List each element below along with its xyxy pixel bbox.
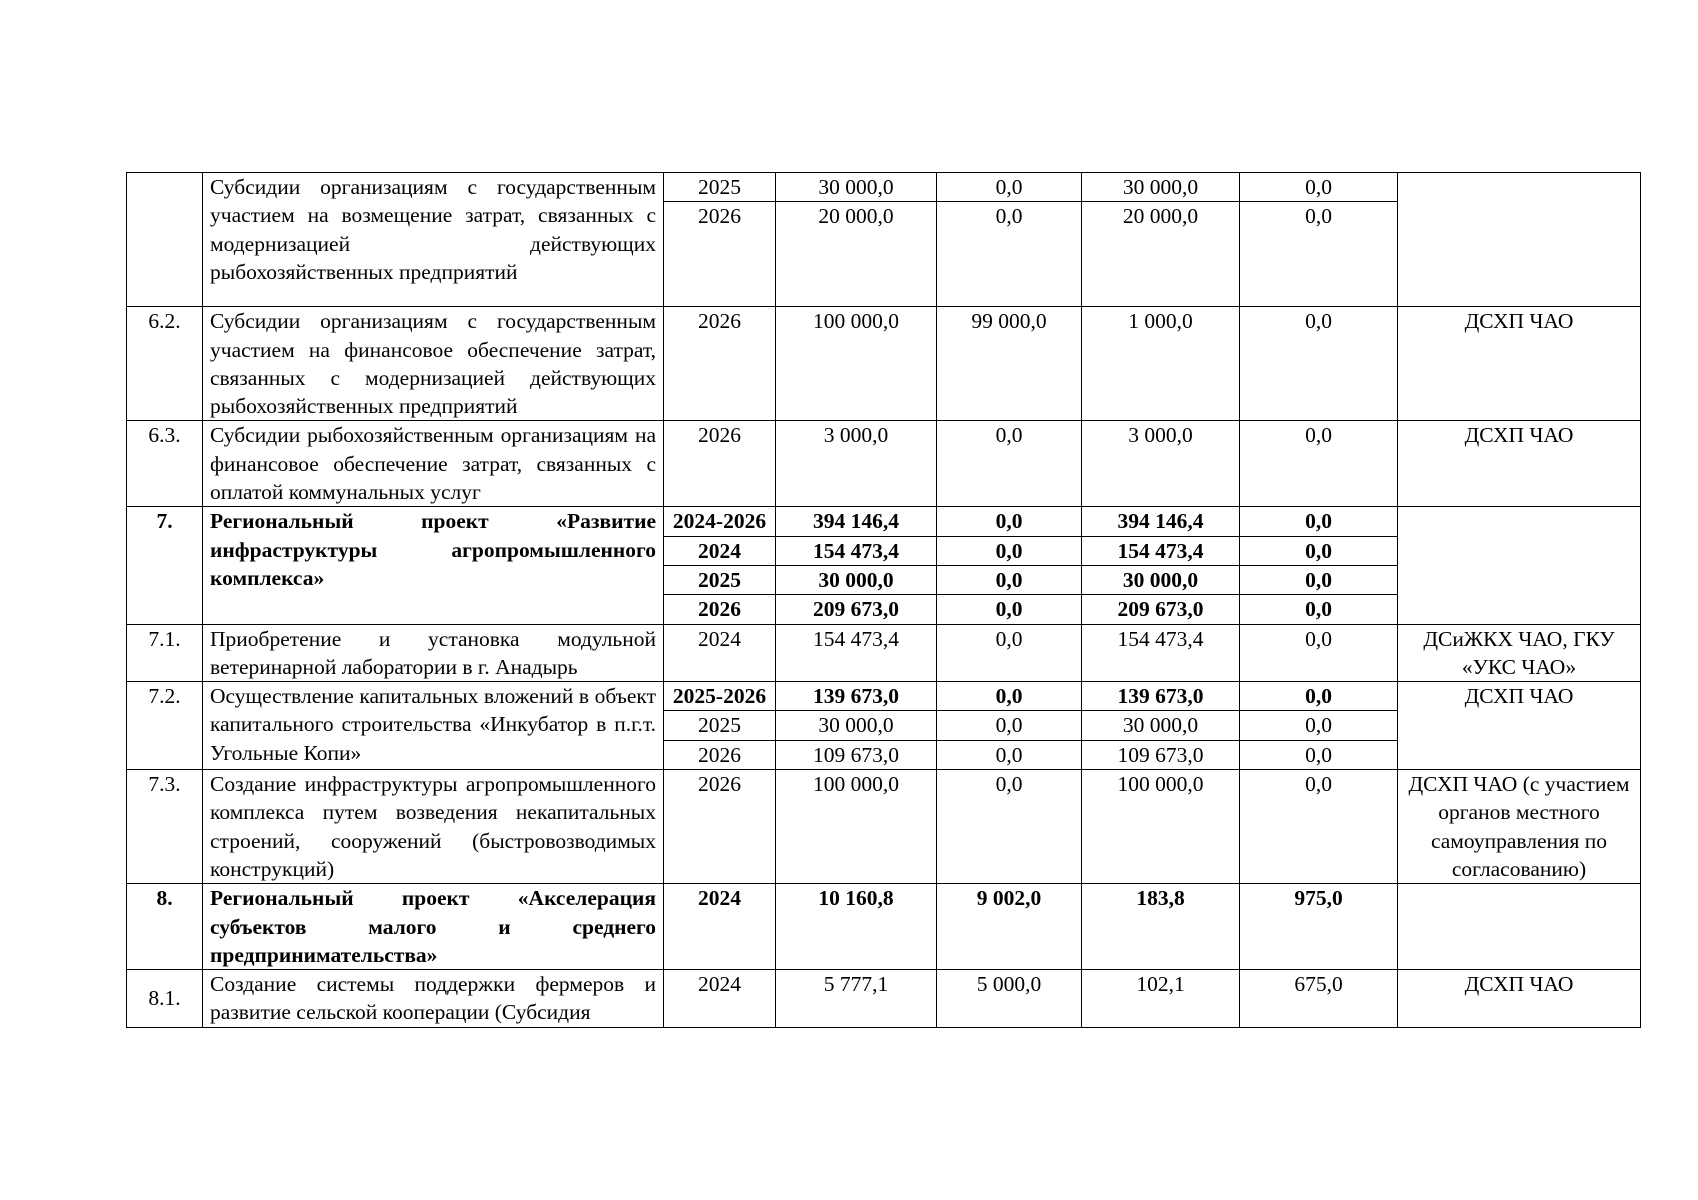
federal-cell: 0,0	[937, 565, 1082, 594]
row-name-cell: Региональный проект «Акселерация субъектов малого и среднего предпринимательства»	[203, 884, 664, 970]
total-cell: 109 673,0	[776, 740, 937, 769]
municipal-cell: 0,0	[1240, 595, 1398, 624]
federal-cell: 0,0	[937, 202, 1082, 307]
row-number-cell: 7.2.	[127, 682, 203, 770]
municipal-cell: 0,0	[1240, 536, 1398, 565]
total-cell: 154 473,4	[776, 624, 937, 682]
federal-cell: 0,0	[937, 711, 1082, 740]
federal-cell: 0,0	[937, 740, 1082, 769]
federal-cell: 9 002,0	[937, 884, 1082, 970]
regional-cell: 102,1	[1082, 970, 1240, 1028]
municipal-cell: 0,0	[1240, 507, 1398, 536]
table-row	[127, 624, 1641, 682]
municipal-cell: 0,0	[1240, 682, 1398, 711]
year-cell: 2026	[664, 202, 776, 307]
federal-cell: 99 000,0	[937, 307, 1082, 421]
total-cell: 30 000,0	[776, 711, 937, 740]
row-number-cell: 6.2.	[127, 307, 203, 421]
row-number-cell: 7.3.	[127, 770, 203, 884]
row-number-cell: 8.	[127, 884, 203, 970]
regional-cell: 3 000,0	[1082, 421, 1240, 507]
table-row	[127, 770, 1641, 884]
executor-cell: ДСХП ЧАО	[1398, 682, 1641, 770]
total-cell: 5 777,1	[776, 970, 937, 1028]
municipal-cell: 0,0	[1240, 173, 1398, 202]
federal-cell: 0,0	[937, 507, 1082, 536]
year-cell: 2025	[664, 173, 776, 202]
regional-cell: 109 673,0	[1082, 740, 1240, 769]
row-name-cell: Субсидии организациям с государственным участием на возмещение затрат, связанных с модернизацией действующих рыбохозяйственных предприятий	[203, 173, 664, 307]
table-row	[127, 507, 1641, 536]
executor-cell: ДСиЖКХ ЧАО, ГКУ «УКС ЧАО»	[1398, 624, 1641, 682]
row-name-cell: Субсидии рыбохозяйственным организациям на финансовое обеспечение затрат, связанных с оплатой коммунальных услуг	[203, 421, 664, 507]
total-cell: 154 473,4	[776, 536, 937, 565]
row-name-cell: Региональный проект «Развитие инфраструктуры агропромышленного комплекса»	[203, 507, 664, 624]
total-cell: 139 673,0	[776, 682, 937, 711]
federal-cell: 0,0	[937, 173, 1082, 202]
year-cell: 2026	[664, 595, 776, 624]
total-cell: 394 146,4	[776, 507, 937, 536]
regional-cell: 20 000,0	[1082, 202, 1240, 307]
municipal-cell: 0,0	[1240, 202, 1398, 307]
federal-cell: 5 000,0	[937, 970, 1082, 1028]
table-row	[127, 307, 1641, 421]
table-row	[127, 884, 1641, 970]
federal-cell: 0,0	[937, 421, 1082, 507]
executor-cell: ДСХП ЧАО	[1398, 307, 1641, 421]
row-number-cell: 8.1.	[127, 970, 203, 1028]
row-number-cell	[127, 173, 203, 307]
row-name-cell: Осуществление капитальных вложений в объект капитального строительства «Инкубатор в п.г.т. Угольные Копи»	[203, 682, 664, 770]
municipal-cell: 0,0	[1240, 711, 1398, 740]
municipal-cell: 675,0	[1240, 970, 1398, 1028]
regional-cell: 30 000,0	[1082, 711, 1240, 740]
total-cell: 209 673,0	[776, 595, 937, 624]
municipal-cell: 0,0	[1240, 307, 1398, 421]
year-cell: 2026	[664, 740, 776, 769]
table-row	[127, 421, 1641, 507]
table-row	[127, 970, 1641, 1028]
total-cell: 30 000,0	[776, 565, 937, 594]
total-cell: 10 160,8	[776, 884, 937, 970]
regional-cell: 30 000,0	[1082, 173, 1240, 202]
year-cell: 2026	[664, 307, 776, 421]
municipal-cell: 0,0	[1240, 624, 1398, 682]
regional-cell: 154 473,4	[1082, 536, 1240, 565]
executor-cell: ДСХП ЧАО (с участием органов местного самоуправления по согласованию)	[1398, 770, 1641, 884]
year-cell: 2024	[664, 536, 776, 565]
executor-cell	[1398, 507, 1641, 624]
municipal-cell: 0,0	[1240, 565, 1398, 594]
year-cell: 2026	[664, 770, 776, 884]
year-cell: 2025	[664, 711, 776, 740]
regional-cell: 209 673,0	[1082, 595, 1240, 624]
row-number-cell: 7.	[127, 507, 203, 624]
federal-cell: 0,0	[937, 536, 1082, 565]
year-cell: 2024	[664, 970, 776, 1028]
year-cell: 2024	[664, 624, 776, 682]
federal-cell: 0,0	[937, 682, 1082, 711]
municipal-cell: 0,0	[1240, 421, 1398, 507]
year-cell: 2026	[664, 421, 776, 507]
row-name-cell: Создание системы поддержки фермеров и развитие сельской кооперации (Субсидия	[203, 970, 664, 1028]
row-number-cell: 6.3.	[127, 421, 203, 507]
municipal-cell: 975,0	[1240, 884, 1398, 970]
regional-cell: 154 473,4	[1082, 624, 1240, 682]
total-cell: 20 000,0	[776, 202, 937, 307]
year-cell: 2024	[664, 884, 776, 970]
regional-cell: 139 673,0	[1082, 682, 1240, 711]
regional-cell: 1 000,0	[1082, 307, 1240, 421]
total-cell: 100 000,0	[776, 770, 937, 884]
executor-cell: ДСХП ЧАО	[1398, 421, 1641, 507]
federal-cell: 0,0	[937, 595, 1082, 624]
executor-cell	[1398, 173, 1641, 307]
federal-cell: 0,0	[937, 624, 1082, 682]
municipal-cell: 0,0	[1240, 770, 1398, 884]
year-cell: 2024-2026	[664, 507, 776, 536]
executor-cell	[1398, 884, 1641, 970]
row-name-cell: Субсидии организациям с государственным участием на финансовое обеспечение затрат, связанных с модернизацией действующих рыбохозяйственных предприятий	[203, 307, 664, 421]
regional-cell: 394 146,4	[1082, 507, 1240, 536]
budget-table	[126, 172, 1641, 1028]
regional-cell: 183,8	[1082, 884, 1240, 970]
executor-cell: ДСХП ЧАО	[1398, 970, 1641, 1028]
row-name-cell: Приобретение и установка модульной ветеринарной лаборатории в г. Анадырь	[203, 624, 664, 682]
municipal-cell: 0,0	[1240, 740, 1398, 769]
total-cell: 3 000,0	[776, 421, 937, 507]
regional-cell: 30 000,0	[1082, 565, 1240, 594]
year-cell: 2025	[664, 565, 776, 594]
total-cell: 100 000,0	[776, 307, 937, 421]
regional-cell: 100 000,0	[1082, 770, 1240, 884]
table-row	[127, 682, 1641, 711]
year-cell: 2025-2026	[664, 682, 776, 711]
row-name-cell: Создание инфраструктуры агропромышленного комплекса путем возведения некапитальных строений, сооружений (быстровозводимых конструкций)	[203, 770, 664, 884]
table-row	[127, 173, 1641, 202]
row-number-cell: 7.1.	[127, 624, 203, 682]
total-cell: 30 000,0	[776, 173, 937, 202]
federal-cell: 0,0	[937, 770, 1082, 884]
